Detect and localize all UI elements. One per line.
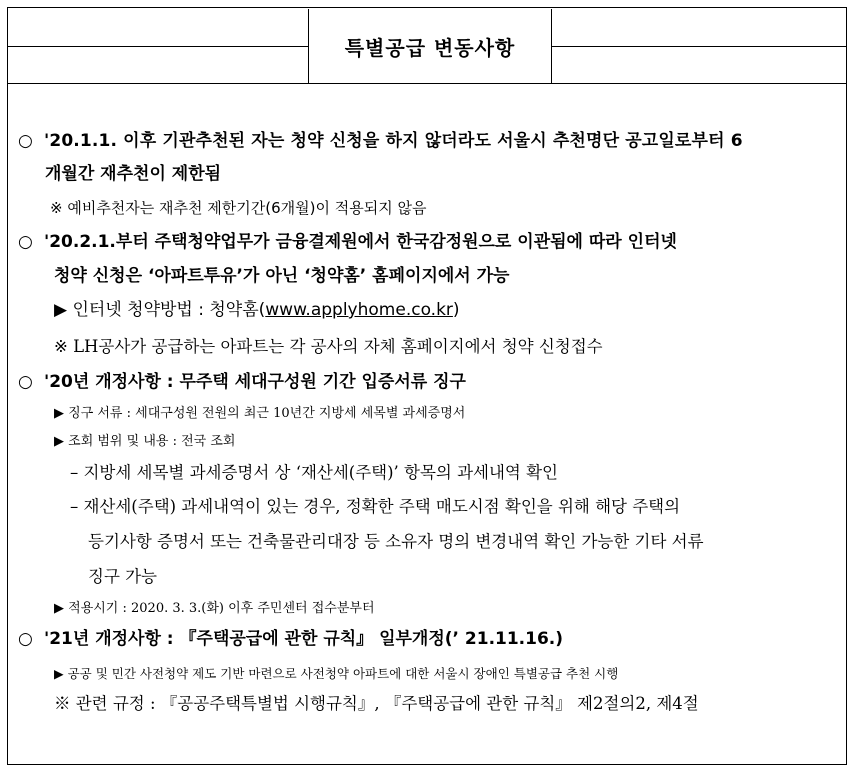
- section-4-item: ▶ 공공 및 민간 사전청약 제도 기반 마련으로 사전청약 아파트에 대한 서울시 장애인 특별공급 추천 시행: [54, 666, 619, 681]
- header-left-rule: [7, 46, 308, 47]
- circle-bullet-icon: ○: [18, 629, 33, 649]
- document-title: 특별공급 변동사항: [308, 9, 552, 83]
- section-3-dash-1: – 지방세 세목별 과세증명서 상 ‘재산세(주택)’ 항목의 과세내역 확인: [70, 463, 558, 482]
- section-2-heading-1: ○ '20.2.1.부터 주택청약업무가 금융결제원에서 한국감정원으로 이관됨에 따라 인터넷: [18, 232, 677, 252]
- circle-bullet-icon: ○: [18, 131, 33, 151]
- section-4-heading: ○ '21년 개정사항 : 『주택공급에 관한 규칙』 일부개정(’ 21.11.16.): [18, 629, 564, 649]
- section-3-item-timing: ▶ 적용시기 : 2020. 3. 3.(화) 이후 주민센터 접수분부터: [54, 601, 375, 616]
- header-right-rule: [552, 46, 847, 47]
- section-3-item-documents: ▶ 징구 서류 : 세대구성원 전원의 최근 10년간 지방세 세목별 과세증명서: [54, 406, 466, 421]
- applyhome-link[interactable]: www.applyhome.co.kr: [265, 300, 453, 320]
- section-2-heading-2: 청약 신청은 ‘아파트투유’가 아닌 ‘청약홈’ 홈페이지에서 가능: [54, 266, 510, 286]
- section-3-dash-2: – 재산세(주택) 과세내역이 있는 경우, 정확한 주택 매도시점 확인을 위해 해당 주택의: [70, 497, 681, 516]
- section-3-heading: ○ '20년 개정사항 : 무주택 세대구성원 기간 입증서류 징구: [18, 372, 466, 392]
- circle-bullet-icon: ○: [18, 232, 33, 252]
- section-3-dash-2-cont-1: 등기사항 증명서 또는 건축물관리대장 등 소유자 명의 변경내역 확인 가능한 기타 서류: [88, 532, 704, 551]
- section-1-note: ※ 예비추천자는 재추천 제한기간(6개월)이 적용되지 않음: [50, 199, 427, 217]
- section-4-note: ※ 관련 규정 : 『공공주택특별법 시행규칙』, 『주택공급에 관한 규칙』 제2절의2, 제4절: [54, 694, 699, 713]
- section-2-method: ▶ 인터넷 청약방법 : 청약홈(www.applyhome.co.kr): [54, 300, 460, 320]
- section-1-heading-2: 개월간 재추천이 제한됨: [45, 164, 222, 184]
- section-3-item-scope: ▶ 조회 범위 및 내용 : 전국 조회: [54, 434, 236, 449]
- section-1-heading-1: ○ '20.1.1. 이후 기관추천된 자는 청약 신청을 하지 않더라도 서울시 추천명단 공고일로부터 6: [18, 131, 743, 151]
- circle-bullet-icon: ○: [18, 372, 33, 392]
- section-2-note: ※ LH공사가 공급하는 아파트는 각 공사의 자체 홈페이지에서 청약 신청접수: [54, 337, 603, 356]
- header-bottom-rule: [7, 83, 847, 84]
- section-3-dash-2-cont-2: 징구 가능: [88, 567, 158, 586]
